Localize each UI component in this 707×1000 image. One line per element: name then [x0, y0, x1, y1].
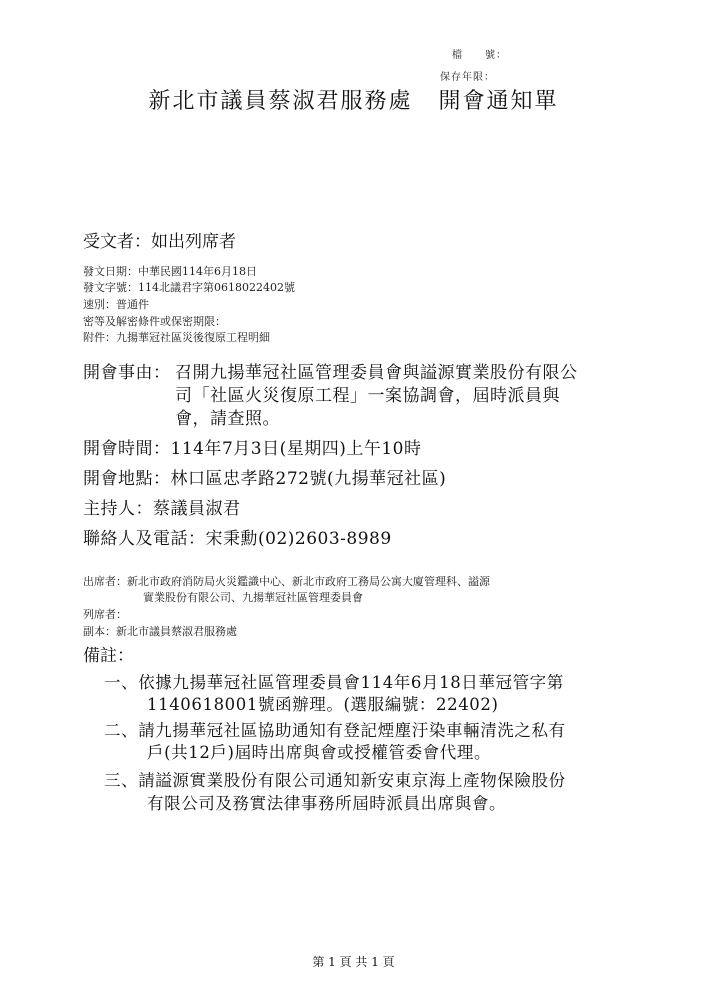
notes-title: 備註：	[83, 646, 134, 666]
copy-to: 副本：新北市議員蔡淑君服務處	[83, 625, 237, 638]
note-item-3-continued: 有限公司及務實法律事務所屆時派員出席與會。	[147, 794, 507, 813]
meeting-location: 開會地點：林口區忠孝路272號(九揚華冠社區)	[83, 469, 447, 489]
note-item-2: 二、請九揚華冠社區協助通知有登記煙塵汙染車輛清洗之私有	[104, 721, 566, 740]
meeting-subject-line-2: 司「社區火災復原工程」一案協調會，屆時派員與	[175, 386, 560, 406]
delivery-speed: 速別：普通件	[83, 298, 149, 311]
observers: 列席者：	[83, 608, 127, 621]
secrecy-level: 密等及解密條件或保密期限：	[83, 315, 226, 328]
attendees-present-continued: 實業股份有限公司、九揚華冠社區管理委員會	[143, 591, 363, 604]
note-item-1: 一、依據九揚華冠社區管理委員會114年6月18日華冠管字第	[104, 673, 564, 692]
contact-person: 聯絡人及電話：宋秉勳(02)2603-8989	[83, 529, 392, 549]
document-type: 開會通知單	[438, 89, 559, 114]
archive-number-label: 檔 號：	[452, 50, 507, 61]
note-item-2-continued: 戶(共12戶)屆時出席與會或授權管委會代理。	[147, 743, 492, 762]
issue-date: 發文日期：中華民國114年6月18日	[83, 265, 257, 278]
attachment: 附件：九揚華冠社區災後復原工程明細	[83, 331, 270, 344]
document-title	[0, 84, 707, 115]
page-number: 第 1 頁 共 1 頁	[312, 955, 395, 969]
meeting-host: 主持人：蔡議員淑君	[83, 499, 241, 519]
office-name: 新北市議員蔡淑君服務處	[148, 89, 413, 114]
meeting-time: 開會時間：114年7月3日(星期四)上午10時	[83, 439, 422, 459]
meeting-subject-line-1: 召開九揚華冠社區管理委員會與謚源實業股份有限公	[175, 363, 578, 383]
retention-period-label: 保存年限：	[440, 72, 495, 83]
attendees-present: 出席者：新北市政府消防局火災鑑識中心、新北市政府工務局公寓大廈管理科、謚源	[83, 575, 490, 588]
document-number: 發文字號：114北議君字第0618022402號	[83, 281, 295, 294]
recipient: 受文者：如出列席者	[83, 232, 236, 252]
meeting-subject-label: 開會事由：	[83, 363, 171, 383]
note-item-1-continued: 1140618001號函辦理。(選服編號：22402)	[147, 695, 499, 714]
meeting-subject-line-3: 會，請查照。	[175, 409, 280, 429]
note-item-3: 三、請謚源實業股份有限公司通知新安東京海上產物保險股份	[104, 771, 566, 790]
